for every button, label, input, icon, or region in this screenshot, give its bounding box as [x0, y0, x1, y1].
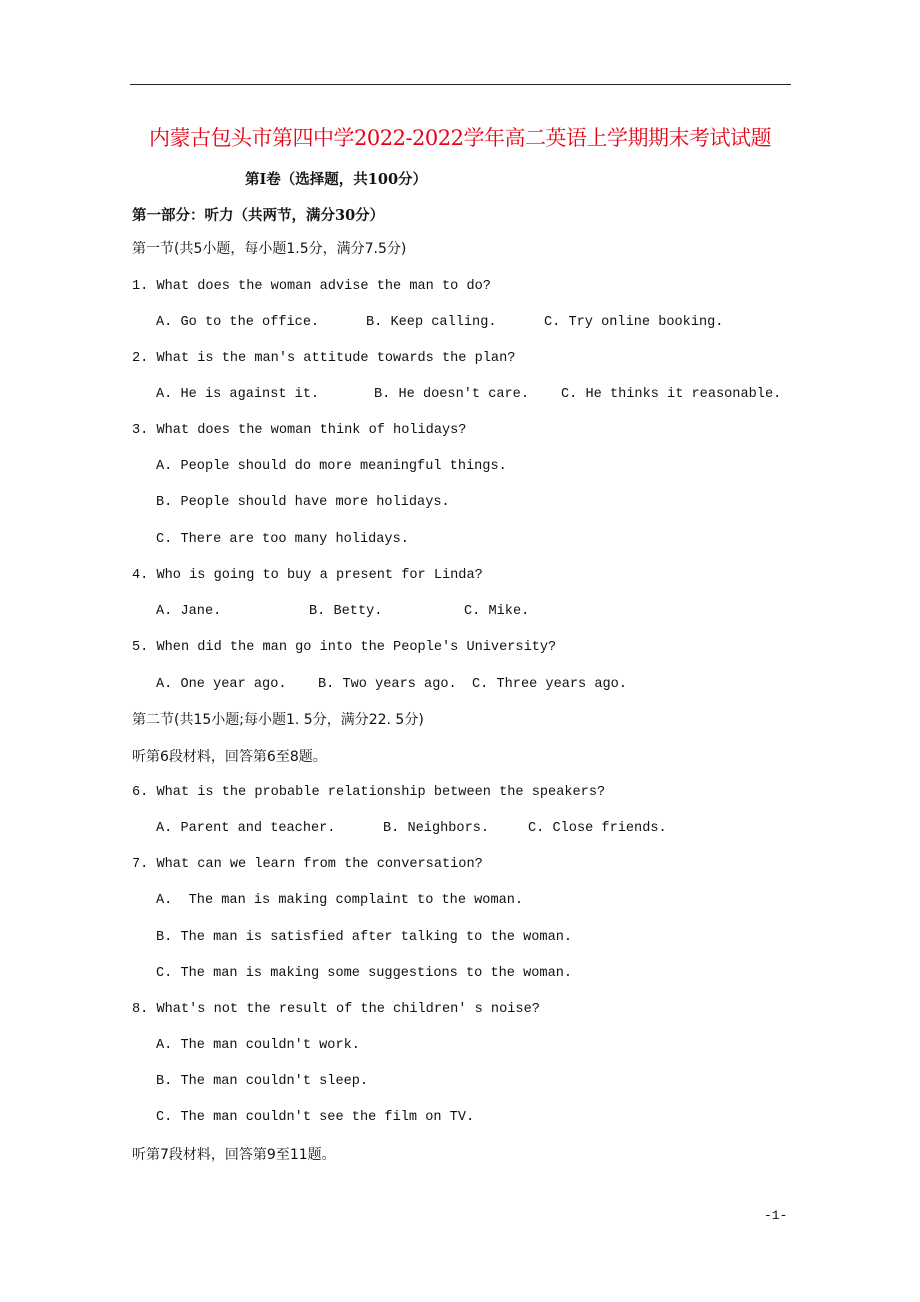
material-instruction: 听第6段材料，回答第6至8题。 — [132, 749, 327, 765]
option: A. People should do more meaningful things. — [156, 459, 507, 474]
section-heading: 第二节(共15小题;每小题1. 5分，满分22. 5分) — [132, 712, 424, 728]
section-heading: 第一节(共5小题，每小题1.5分，满分7.5分) — [132, 241, 407, 257]
question: 5. When did the man go into the People's University? — [132, 640, 557, 655]
option: C. The man is making some suggestions to the woman. — [156, 966, 573, 981]
option: B. Two years ago. — [318, 677, 457, 692]
option: C. Try online booking. — [544, 315, 724, 330]
header-rule — [130, 84, 791, 85]
question: 3. What does the woman think of holidays? — [132, 423, 467, 438]
exam-title: 内蒙古包头市第四中学2022-2022学年高二英语上学期期末考试试题 — [149, 126, 771, 150]
option: B. Keep calling. — [366, 315, 497, 330]
option: C. He thinks it reasonable. — [561, 387, 782, 402]
question: 7. What can we learn from the conversation? — [132, 857, 483, 872]
option: A. Jane. — [156, 604, 222, 619]
option: A. One year ago. — [156, 677, 287, 692]
option: A. Go to the office. — [156, 315, 320, 330]
question: 2. What is the man's attitude towards the plan? — [132, 351, 516, 366]
page-number: -1- — [764, 1208, 788, 1223]
option: A. The man is making complaint to the woman. — [156, 893, 524, 908]
option: C. Close friends. — [528, 821, 667, 836]
option: B. Betty. — [309, 604, 383, 619]
question: 6. What is the probable relationship between the speakers? — [132, 785, 606, 800]
option: B. Neighbors. — [383, 821, 490, 836]
question: 8. What's not the result of the children' s noise? — [132, 1002, 540, 1017]
question: 1. What does the woman advise the man to do? — [132, 279, 491, 294]
option: B. The man is satisfied after talking to the woman. — [156, 930, 573, 945]
option: B. People should have more holidays. — [156, 495, 450, 510]
option: A. The man couldn't work. — [156, 1038, 360, 1053]
question: 4. Who is going to buy a present for Linda? — [132, 568, 483, 583]
option: C. The man couldn't see the film on TV. — [156, 1110, 475, 1125]
option: B. He doesn't care. — [374, 387, 529, 402]
option: C. Mike. — [464, 604, 530, 619]
material-instruction: 听第7段材料，回答第9至11题。 — [132, 1147, 336, 1163]
volume-heading: 第Ⅰ卷（选择题，共100分） — [245, 171, 428, 188]
part-heading: 第一部分：听力（共两节，满分30分） — [132, 207, 385, 224]
option: A. He is against it. — [156, 387, 320, 402]
option: B. The man couldn't sleep. — [156, 1074, 369, 1089]
option: C. Three years ago. — [472, 677, 627, 692]
option: C. There are too many holidays. — [156, 532, 409, 547]
option: A. Parent and teacher. — [156, 821, 336, 836]
